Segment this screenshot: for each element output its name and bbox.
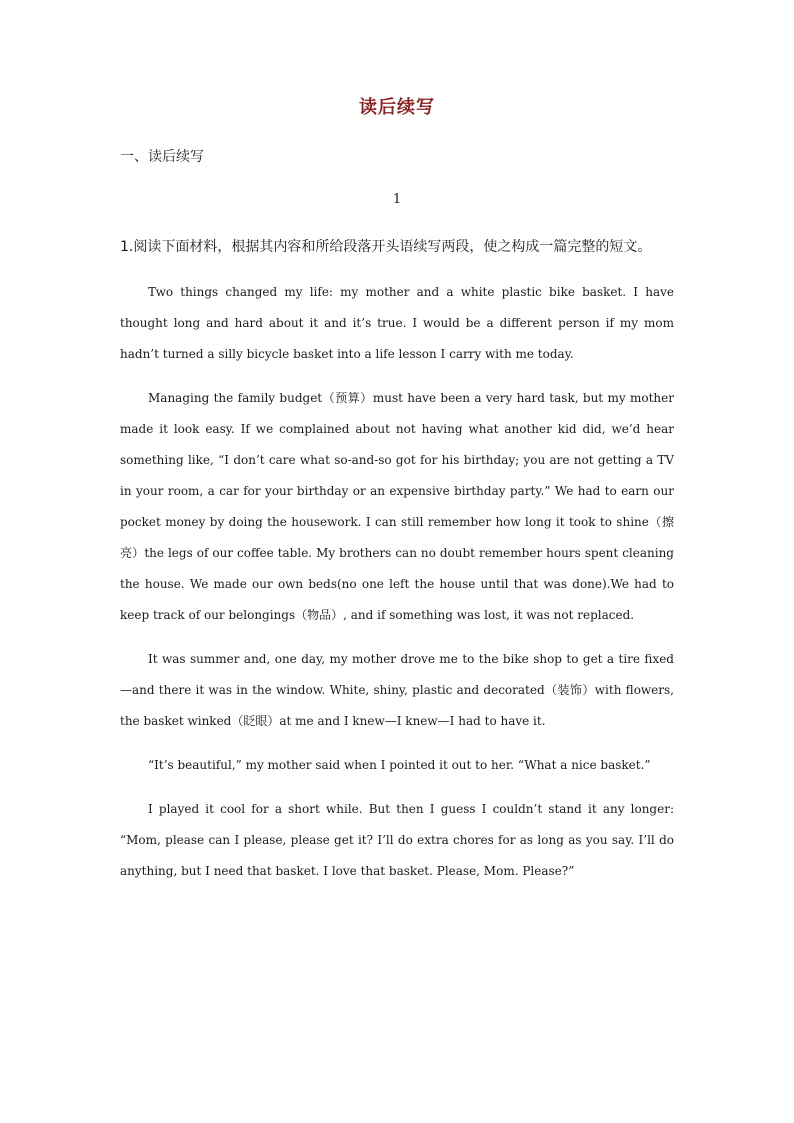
page-title: 读后续写 — [359, 97, 435, 118]
passage-paragraph-2: Managing the family budget（预算）must have been a very hard task, but my mother made it look easy. If we complained about not having what another kid did, we’d hear something like, “I don’t care what so-and-so got for his birthday; you are not getting a TV in your room, a car for your birthday or an expensive birthday party.” We had to earn our pocket money by doing the housework. I can still remember how long it took to shine（擦亮）the legs of our coffee table. My brothers can no doubt remember hours spent cleaning the house. We made our own beds(no one left the house until that was done).We had to keep track of our belongings（物品）, and if something was lost, it was not replaced. — [120, 391, 674, 622]
passage-paragraph-1: Two things changed my life: my mother and a white plastic bike basket. I have thought long and hard about it and it’s true. I would be a different person if my mom hadn’t turned a silly bicycle basket into a life lesson I carry with me today. — [120, 285, 674, 361]
instruction-text: 1.阅读下面材料，根据其内容和所给段落开头语续写两段，使之构成一篇完整的短文。 — [120, 239, 652, 255]
reading-passage — [120, 277, 674, 900]
passage-paragraph-5: I played it cool for a short while. But then I guess I couldn’t stand it any longer: “Mom, please can I please, please get it? I’ll do extra chores for as long as you say. I’ll do anything, but I need that basket. I love that basket. Please, Mom. Please?” — [120, 802, 674, 878]
passage-paragraph-4: “It’s beautiful,” my mother said when I pointed it out to her. “What a nice basket.” — [148, 758, 651, 772]
section-heading: 一、读后续写 — [120, 149, 204, 165]
question-number: 1 — [392, 192, 402, 207]
passage-paragraph-3: It was summer and, one day, my mother drove me to the bike shop to get a tire fixed—and there it was in the window. White, shiny, plastic and decorated（装饰）with flowers, the basket winked（眨眼）at me and I knew—I knew—I had to have it. — [120, 652, 674, 728]
